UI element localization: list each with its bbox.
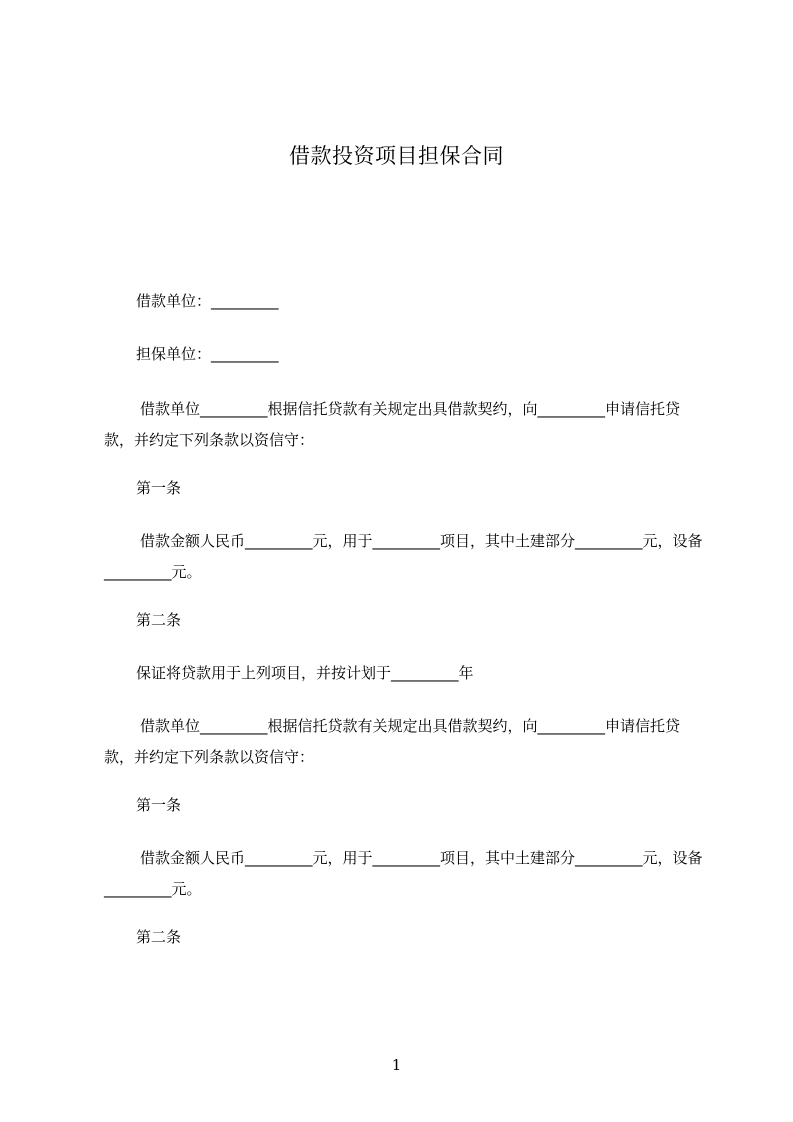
guarantor-unit-line: 担保单位：_________ [136, 345, 279, 363]
page-number: 1 [391, 1056, 402, 1074]
borrower-unit-line: 借款单位：_________ [136, 292, 279, 310]
article-two-heading-repeat: 第二条 [136, 928, 182, 946]
article-one-heading-repeat: 第一条 [136, 796, 182, 814]
intro-paragraph: 借款单位_________根据信托贷款有关规定出具借款契约，向_________申请信托贷款，并约定下列条款以资信守： [104, 400, 681, 449]
article-one-heading: 第一条 [136, 479, 182, 497]
loan-amount-paragraph: 借款金额人民币_________元，用于_________项目，其中土建部分_________元，设备_________元。 [104, 532, 703, 581]
guarantee-paragraph: 保证将贷款用于上列项目，并按计划于_________年 [136, 664, 474, 682]
document-title: 借款投资项目担保合同 [289, 144, 504, 168]
article-two-heading: 第二条 [136, 611, 182, 629]
intro-paragraph-repeat: 借款单位_________根据信托贷款有关规定出具借款契约，向_________申请信托贷款，并约定下列条款以资信守： [104, 717, 681, 766]
loan-amount-paragraph-repeat: 借款金额人民币_________元，用于_________项目，其中土建部分_________元，设备_________元。 [104, 849, 703, 898]
